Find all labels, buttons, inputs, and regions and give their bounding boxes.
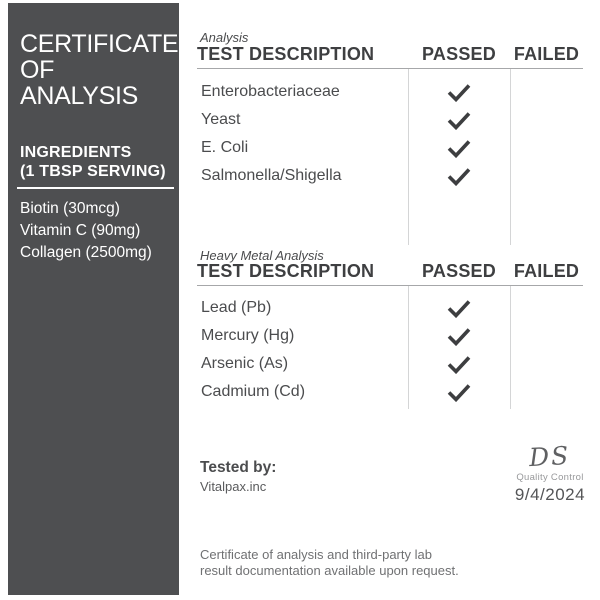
sidebar bbox=[8, 3, 179, 595]
test-description-cell: Enterobacteriaceae bbox=[201, 83, 340, 100]
passed-checkmark-cell bbox=[408, 111, 510, 130]
heavy-metal-table-body bbox=[197, 286, 583, 409]
footer-note-line2: result documentation available upon request. bbox=[200, 562, 459, 578]
table-row bbox=[197, 78, 583, 106]
table-row bbox=[197, 162, 583, 190]
footer-note bbox=[200, 547, 459, 578]
test-description-cell: Arsenic (As) bbox=[201, 355, 289, 372]
check-icon bbox=[447, 111, 471, 130]
test-description-cell: E. Coli bbox=[201, 139, 249, 156]
column-header-test-description: TEST DESCRIPTION bbox=[197, 261, 375, 281]
test-description-cell: Salmonella/Shigella bbox=[201, 167, 342, 184]
check-icon bbox=[447, 383, 471, 402]
table-row bbox=[197, 350, 583, 378]
column-header-test-description: TEST DESCRIPTION bbox=[197, 44, 375, 64]
footer-note-line1: Certificate of analysis and third-party lab bbox=[200, 547, 432, 562]
signature-initials: DS bbox=[528, 440, 572, 473]
passed-checkmark-cell bbox=[408, 327, 510, 346]
page-title-line2: OF ANALYSIS bbox=[20, 56, 139, 110]
column-header-passed: PASSED bbox=[422, 261, 496, 281]
ingredients-list bbox=[20, 198, 171, 264]
column-header-passed: PASSED bbox=[422, 44, 496, 64]
column-divider bbox=[408, 286, 409, 409]
table-row bbox=[197, 378, 583, 406]
analysis-section-label: Analysis bbox=[200, 30, 249, 45]
check-icon bbox=[447, 83, 471, 102]
test-description-cell: Lead (Pb) bbox=[201, 299, 272, 316]
heavy-metal-table-header bbox=[197, 261, 583, 286]
passed-checkmark-cell bbox=[408, 167, 510, 186]
ingredient-item: Vitamin C (90mg) bbox=[20, 222, 141, 239]
tested-by-label: Tested by: bbox=[200, 459, 277, 476]
passed-checkmark-cell bbox=[408, 299, 510, 318]
test-description-cell: Mercury (Hg) bbox=[201, 327, 295, 344]
column-divider bbox=[510, 286, 511, 409]
column-divider bbox=[408, 69, 409, 245]
table-row bbox=[197, 294, 583, 322]
column-header-failed: FAILED bbox=[513, 261, 580, 281]
check-icon bbox=[447, 299, 471, 318]
ingredient-item: Collagen (2500mg) bbox=[20, 244, 152, 261]
column-divider bbox=[510, 69, 511, 245]
ingredients-heading-line1: INGREDIENTS bbox=[20, 144, 132, 161]
ingredients-heading-line2: (1 TBSP SERVING) bbox=[20, 163, 166, 180]
column-header-failed: FAILED bbox=[513, 44, 580, 64]
ingredient-item: Biotin (30mcg) bbox=[20, 200, 120, 217]
test-description-cell: Cadmium (Cd) bbox=[201, 383, 306, 400]
table-row bbox=[197, 134, 583, 162]
signature-role: Quality Control bbox=[516, 472, 584, 483]
signature-block bbox=[503, 440, 597, 505]
check-icon bbox=[447, 139, 471, 158]
table-row bbox=[197, 106, 583, 134]
page-title bbox=[20, 30, 179, 110]
ingredients-divider bbox=[17, 187, 174, 189]
check-icon bbox=[447, 327, 471, 346]
passed-checkmark-cell bbox=[408, 355, 510, 374]
page-title-line1: CERTIFICATE bbox=[20, 30, 179, 58]
signature-date: 9/4/2024 bbox=[514, 485, 586, 504]
check-icon bbox=[447, 355, 471, 374]
heavy-metal-section-label: Heavy Metal Analysis bbox=[200, 248, 324, 263]
table-row bbox=[197, 322, 583, 350]
ingredients-heading bbox=[20, 143, 171, 181]
analysis-table-header bbox=[197, 44, 583, 69]
passed-checkmark-cell bbox=[408, 383, 510, 402]
passed-checkmark-cell bbox=[408, 139, 510, 158]
tested-by-value: Vitalpax.inc bbox=[200, 479, 267, 494]
test-description-cell: Yeast bbox=[201, 111, 241, 128]
passed-checkmark-cell bbox=[408, 83, 510, 102]
analysis-table-body bbox=[197, 69, 583, 245]
check-icon bbox=[447, 167, 471, 186]
